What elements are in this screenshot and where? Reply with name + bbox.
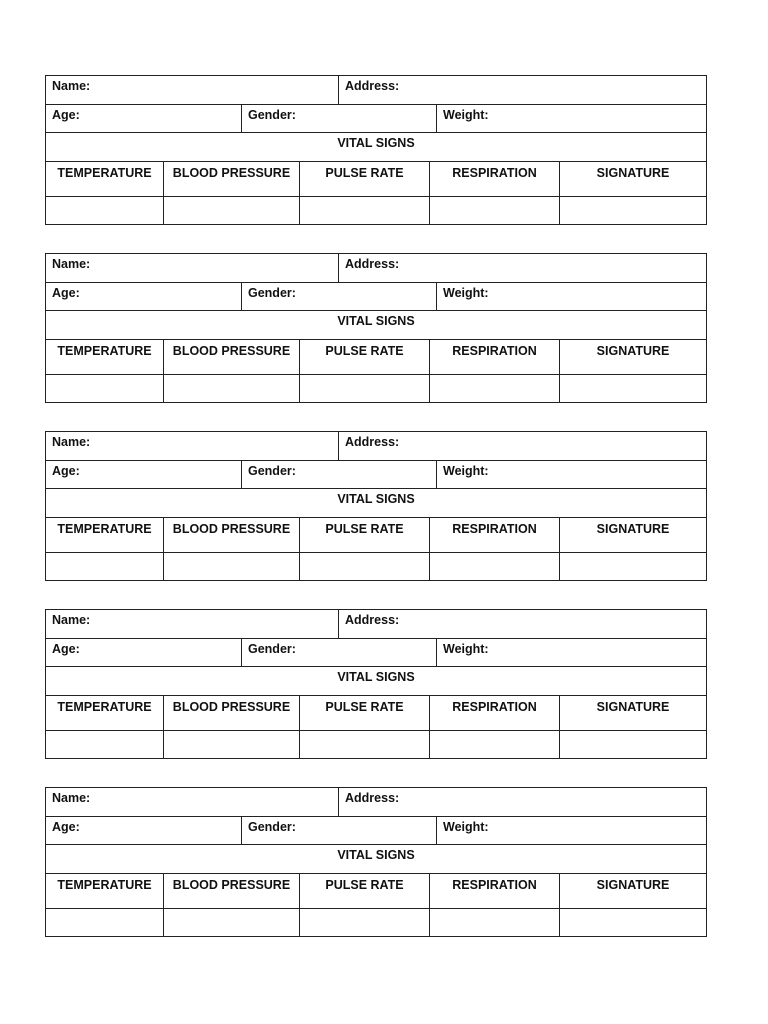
- name-address-row: [46, 610, 706, 639]
- vital-signs-form: [45, 609, 707, 759]
- respiration-value-cell[interactable]: [430, 909, 560, 936]
- age-label: Age:: [52, 286, 80, 300]
- respiration-value-cell[interactable]: [430, 731, 560, 758]
- weight-field[interactable]: [437, 817, 706, 844]
- weight-field[interactable]: [437, 105, 706, 132]
- name-address-row: [46, 76, 706, 105]
- section-title-row: [46, 133, 706, 162]
- pulse-rate-value-cell[interactable]: [300, 197, 430, 224]
- name-label: Name:: [52, 791, 91, 805]
- pulse-rate-value-cell[interactable]: [300, 375, 430, 402]
- address-label: Address:: [345, 435, 400, 449]
- weight-field[interactable]: [437, 283, 706, 310]
- blood-pressure-header: BLOOD PRESSURE: [164, 518, 300, 552]
- section-title-row: [46, 311, 706, 340]
- name-address-row: [46, 788, 706, 817]
- weight-label: Weight:: [443, 286, 489, 300]
- address-field[interactable]: [339, 788, 706, 816]
- column-header-row: [46, 162, 706, 197]
- address-field[interactable]: [339, 610, 706, 638]
- values-row: [46, 553, 706, 580]
- temperature-value-cell[interactable]: [46, 553, 164, 580]
- weight-field[interactable]: [437, 461, 706, 488]
- temperature-value-cell[interactable]: [46, 731, 164, 758]
- address-field[interactable]: [339, 432, 706, 460]
- name-field[interactable]: [46, 610, 339, 638]
- gender-label: Gender:: [248, 464, 296, 478]
- name-field[interactable]: [46, 788, 339, 816]
- temperature-value-cell[interactable]: [46, 375, 164, 402]
- temperature-value-cell[interactable]: [46, 909, 164, 936]
- respiration-header: RESPIRATION: [430, 696, 560, 730]
- name-address-row: [46, 254, 706, 283]
- age-gender-weight-row: [46, 639, 706, 667]
- age-gender-weight-row: [46, 817, 706, 845]
- pulse-rate-header: PULSE RATE: [300, 518, 430, 552]
- respiration-header: RESPIRATION: [430, 874, 560, 908]
- address-label: Address:: [345, 257, 400, 271]
- blood-pressure-header: BLOOD PRESSURE: [164, 874, 300, 908]
- address-label: Address:: [345, 613, 400, 627]
- section-title-row: [46, 667, 706, 696]
- name-label: Name:: [52, 257, 91, 271]
- vital-signs-form: [45, 431, 707, 581]
- pulse-rate-value-cell[interactable]: [300, 553, 430, 580]
- blood-pressure-value-cell[interactable]: [164, 553, 300, 580]
- signature-header: SIGNATURE: [596, 166, 670, 180]
- weight-label: Weight:: [443, 642, 489, 656]
- signature-value-cell[interactable]: [560, 731, 706, 758]
- age-gender-weight-row: [46, 461, 706, 489]
- weight-field[interactable]: [437, 639, 706, 666]
- name-field[interactable]: [46, 432, 339, 460]
- blood-pressure-header: BLOOD PRESSURE: [164, 696, 300, 730]
- vital-signs-title: VITAL SIGNS: [337, 314, 415, 328]
- gender-label: Gender:: [248, 642, 296, 656]
- blood-pressure-value-cell[interactable]: [164, 731, 300, 758]
- column-header-row: [46, 696, 706, 731]
- vital-signs-form: [45, 75, 707, 225]
- blood-pressure-value-cell[interactable]: [164, 197, 300, 224]
- gender-field[interactable]: [242, 283, 437, 310]
- vital-signs-form: [45, 787, 707, 937]
- address-label: Address:: [345, 791, 400, 805]
- vital-signs-title: VITAL SIGNS: [337, 848, 415, 862]
- gender-label: Gender:: [248, 820, 296, 834]
- vital-signs-title: VITAL SIGNS: [337, 136, 415, 150]
- age-field[interactable]: [46, 283, 242, 310]
- address-label: Address:: [345, 79, 400, 93]
- temperature-header: TEMPERATURE: [46, 162, 164, 196]
- pulse-rate-header: PULSE RATE: [300, 340, 430, 374]
- column-header-row: [46, 518, 706, 553]
- respiration-value-cell[interactable]: [430, 375, 560, 402]
- age-gender-weight-row: [46, 105, 706, 133]
- age-field[interactable]: [46, 639, 242, 666]
- gender-field[interactable]: [242, 817, 437, 844]
- section-title-row: [46, 489, 706, 518]
- temperature-value-cell[interactable]: [46, 197, 164, 224]
- pulse-rate-value-cell[interactable]: [300, 909, 430, 936]
- name-field[interactable]: [46, 254, 339, 282]
- respiration-value-cell[interactable]: [430, 553, 560, 580]
- blood-pressure-value-cell[interactable]: [164, 909, 300, 936]
- signature-value-cell[interactable]: [560, 197, 706, 224]
- column-header-row: [46, 874, 706, 909]
- pulse-rate-header: PULSE RATE: [300, 696, 430, 730]
- signature-header: SIGNATURE: [596, 878, 670, 892]
- pulse-rate-value-cell[interactable]: [300, 731, 430, 758]
- blood-pressure-header: BLOOD PRESSURE: [164, 340, 300, 374]
- pulse-rate-header: PULSE RATE: [300, 162, 430, 196]
- signature-value-cell[interactable]: [560, 553, 706, 580]
- temperature-header: TEMPERATURE: [46, 518, 164, 552]
- age-gender-weight-row: [46, 283, 706, 311]
- age-field[interactable]: [46, 817, 242, 844]
- age-field[interactable]: [46, 105, 242, 132]
- values-row: [46, 375, 706, 402]
- column-header-row: [46, 340, 706, 375]
- signature-header: SIGNATURE: [596, 522, 670, 536]
- vital-signs-title: VITAL SIGNS: [337, 670, 415, 684]
- signature-value-cell[interactable]: [560, 375, 706, 402]
- values-row: [46, 197, 706, 224]
- values-row: [46, 731, 706, 758]
- respiration-header: RESPIRATION: [430, 340, 560, 374]
- temperature-header: TEMPERATURE: [46, 696, 164, 730]
- respiration-header: RESPIRATION: [430, 518, 560, 552]
- weight-label: Weight:: [443, 108, 489, 122]
- signature-header: SIGNATURE: [596, 344, 670, 358]
- address-field[interactable]: [339, 254, 706, 282]
- blood-pressure-value-cell[interactable]: [164, 375, 300, 402]
- vital-signs-form: [45, 253, 707, 403]
- name-label: Name:: [52, 435, 91, 449]
- gender-field[interactable]: [242, 105, 437, 132]
- age-label: Age:: [52, 642, 80, 656]
- name-label: Name:: [52, 79, 91, 93]
- age-label: Age:: [52, 464, 80, 478]
- name-label: Name:: [52, 613, 91, 627]
- pulse-rate-header: PULSE RATE: [300, 874, 430, 908]
- temperature-header: TEMPERATURE: [46, 340, 164, 374]
- signature-value-cell[interactable]: [560, 909, 706, 936]
- respiration-value-cell[interactable]: [430, 197, 560, 224]
- respiration-header: RESPIRATION: [430, 162, 560, 196]
- gender-label: Gender:: [248, 286, 296, 300]
- weight-label: Weight:: [443, 820, 489, 834]
- signature-header: SIGNATURE: [596, 700, 670, 714]
- address-field[interactable]: [339, 76, 706, 104]
- gender-field[interactable]: [242, 461, 437, 488]
- name-field[interactable]: [46, 76, 339, 104]
- blood-pressure-header: BLOOD PRESSURE: [164, 162, 300, 196]
- age-label: Age:: [52, 820, 80, 834]
- age-label: Age:: [52, 108, 80, 122]
- temperature-header: TEMPERATURE: [46, 874, 164, 908]
- age-field[interactable]: [46, 461, 242, 488]
- gender-label: Gender:: [248, 108, 296, 122]
- vital-signs-title: VITAL SIGNS: [337, 492, 415, 506]
- gender-field[interactable]: [242, 639, 437, 666]
- name-address-row: [46, 432, 706, 461]
- weight-label: Weight:: [443, 464, 489, 478]
- values-row: [46, 909, 706, 936]
- section-title-row: [46, 845, 706, 874]
